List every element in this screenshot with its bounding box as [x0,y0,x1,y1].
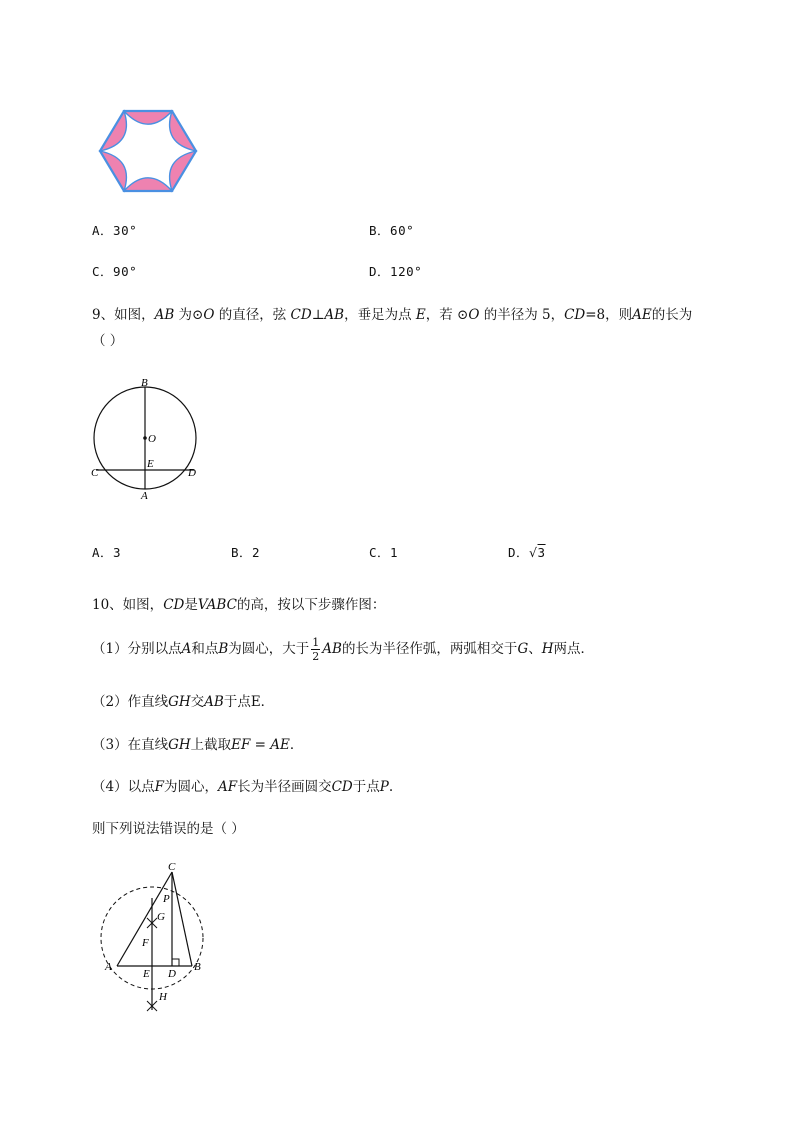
q9-answer-paren: （ ） [92,333,124,349]
label-d: D [188,467,196,479]
label-c: C [168,861,176,873]
label-e: E [147,458,154,470]
q10-stem: 10、如图，CD是VABC的高，按以下步骤作图： [92,597,386,613]
label-a: A [141,490,148,502]
label-d: D [168,968,176,980]
label-f: F [142,937,149,949]
q9-option-a[interactable]: A．3 [92,545,122,560]
label-g: G [157,911,165,923]
q10-step-1: （1）分别以点A和点B为圆心，大于 $\frac{1}{2}$ AB的长为半径作弧，两弧相交于G、H两点． [92,636,595,663]
label-h: H [159,991,167,1003]
label-o: O [148,433,156,445]
label-b: B [141,377,148,389]
sqrt-sign: √ [529,545,538,560]
petal-shape [124,178,172,191]
q10-step-3: （3）在直线GH上截取EF = AE． [92,737,304,753]
q9-option-d[interactable]: D．√3 [508,545,546,560]
label-e: E [143,968,150,980]
q8-option-b[interactable]: B．60° [369,223,415,238]
q10-step-4: （4）以点F为圆心，AF长为半径画圆交CD于点P. [92,779,394,795]
petal-shape [124,111,172,124]
triangle-construction-figure [96,858,218,1018]
label-b: B [194,961,201,973]
q8-option-c[interactable]: C．90° [92,264,138,279]
label-a: A [105,961,112,973]
q8-option-a[interactable]: A．30° [92,223,138,238]
label-p: P [163,893,170,905]
q10-question: 则下列说法错误的是（ ） [92,821,245,837]
q9-option-c[interactable]: C．1 [369,545,399,560]
q9-option-b[interactable]: B．2 [231,545,261,560]
q9-stem: 9、如图，AB 为⊙O 的直径，弦 CD⊥AB，垂足为点 E，若 ⊙O 的半径为 5，CD=8，则AE的长为 [92,307,693,323]
q8-option-d[interactable]: D．120° [369,264,423,279]
fraction-one-half: $\frac{1}{2}$ [312,636,320,663]
hexagon-petal-figure [98,108,200,194]
q10-step-2: （2）作直线GH交AB于点E． [92,694,275,710]
circle-chord-figure [86,372,210,506]
label-c: C [91,467,99,479]
